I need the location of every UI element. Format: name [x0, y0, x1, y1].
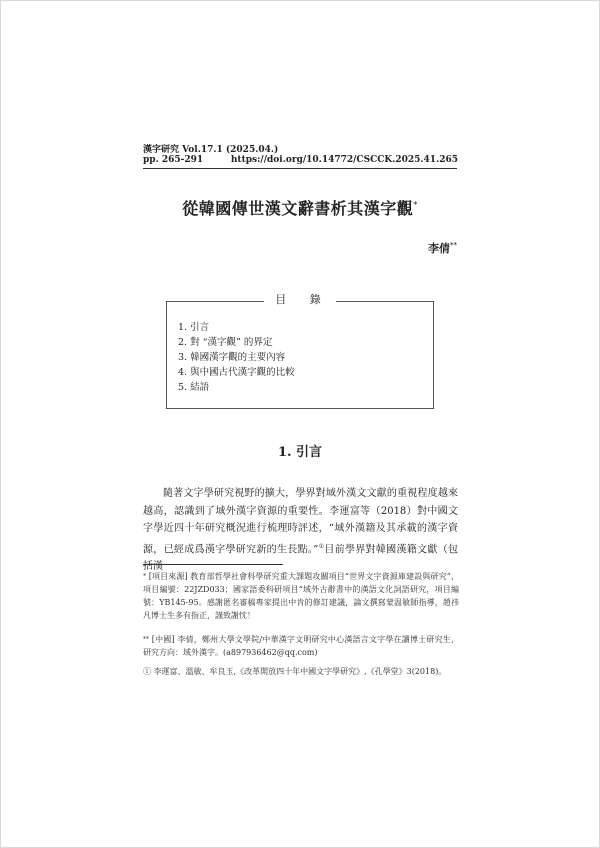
- author: [428, 240, 457, 256]
- journal-citation: 漢字研究 Vol.17.1 (2025.04.): [143, 145, 279, 155]
- page-range: pp. 265-291: [143, 155, 204, 165]
- body-paragraph-text: 隨著文字學研究視野的擴大，學界對域外漢文文獻的重視程度越來越高，認識到了域外漢字資源的重要性。李運富等（2018）對中國文字學近四十年研究概況進行梳理時評述，“域外漢籍及其承載的漢字資源，已經成爲漢字學研究新的生長點。”: [143, 488, 458, 555]
- doi-link[interactable]: https://doi.org/10.14772/CSCCK.2025.41.265: [230, 155, 458, 165]
- footnote-author-mark: **: [143, 636, 149, 643]
- footnote-author: [143, 633, 459, 659]
- footnote-reference: [143, 665, 459, 678]
- footnote-funding-mark: *: [143, 573, 146, 580]
- toc-item-comparison[interactable]: 4. 與中國古代漢字觀的比較: [178, 367, 295, 378]
- header-rule: [143, 168, 457, 169]
- body-paragraph-tail: 目前學界對韓國漢籍文獻（包括漢: [143, 543, 458, 573]
- article-title-text: 從韓國傳世漢文辭書析其漢字觀: [182, 199, 414, 218]
- author-name: 李倩: [428, 242, 450, 255]
- body-footnote-mark[interactable]: ①: [318, 542, 325, 550]
- footnote-reference-mark: ①: [143, 667, 151, 676]
- body-paragraph: [143, 485, 458, 576]
- footnote-reference-text: 李運富、溫敏、牟良玉,《改革開放四十年中國文字學研究》,《孔學堂》3(2018)。: [153, 667, 447, 676]
- toc-item-korean-views[interactable]: 3. 韓國漢字觀的主要內容: [178, 352, 286, 363]
- footnote-funding-text: [項目來源] 教育部哲學社會科學研究重大課題攻關項目“世界文字資源庫建設與研究”，項目編號：22JZD033；國家語委科研項目“域外古辭書中的漢語文化詞語研究，項目編號：YB145-95。感謝匿名審稿專家提出中肯的修訂建議，論文撰寫蒙温敏師指導，趙祎凡博士生多有指正，謹致謝忱！: [143, 572, 459, 620]
- section-heading: 1. 引言: [277, 445, 323, 460]
- footnote-rule: [143, 564, 283, 565]
- footnote-author-text: [中國] 李倩，鄭州大學文學院/中華漢字文明研究中心漢語言文字學在讀博士研究生，研究方向：域外漢字。(a897936462@qq.com): [143, 635, 459, 657]
- table-of-contents-list: [178, 320, 295, 395]
- toc-item-definition[interactable]: 2. 對 “漢字觀” 的界定: [178, 337, 273, 348]
- article-title: [0, 196, 600, 219]
- author-footnote-mark[interactable]: **: [450, 241, 457, 250]
- title-footnote-mark[interactable]: *: [413, 200, 418, 210]
- toc-item-introduction[interactable]: 1. 引言: [178, 322, 210, 333]
- footnote-funding: [143, 570, 459, 622]
- toc-item-conclusion[interactable]: 5. 結語: [178, 382, 210, 393]
- table-of-contents-heading: 目 錄: [264, 291, 336, 309]
